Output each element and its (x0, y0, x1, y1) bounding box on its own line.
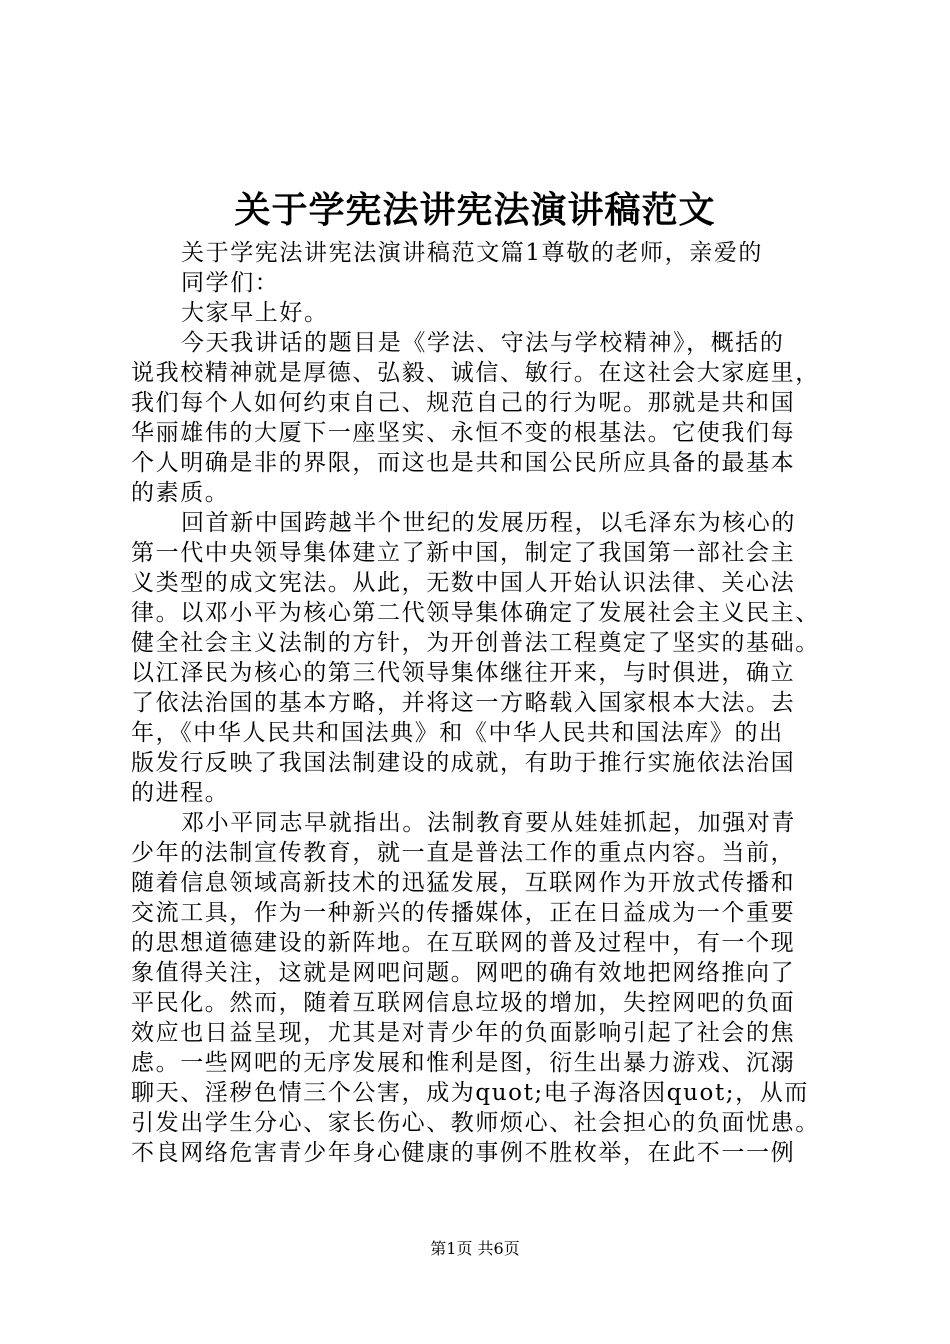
body-line: 大家早上好。 (181, 300, 329, 326)
body-line: 邓小平同志早就指出。法制教育要从娃娃抓起，加强对青 (181, 810, 796, 836)
body-line: 随着信息领域高新技术的迅猛发展，互联网作为开放式传播和 (131, 870, 796, 896)
body-line: 义类型的成文宪法。从此，无数中国人开始认识法律、关心法 (131, 570, 796, 596)
document-title: 关于学宪法讲宪法演讲稿范文 (234, 189, 716, 231)
body-line: 说我校精神就是厚德、弘毅、诚信、敏行。在这社会大家庭里， (131, 360, 820, 386)
document-body (131, 238, 831, 1168)
body-line: 版发行反映了我国法制建设的成就，有助于推行实施依法治国 (131, 750, 796, 776)
body-line: 同学们： (181, 270, 280, 296)
body-line: 律。以邓小平为核心第二代领导集体确定了发展社会主义民主、 (131, 600, 820, 626)
body-line: 的素质。 (131, 480, 230, 506)
body-line: 个人明确是非的界限，而这也是共和国公民所应具备的最基本 (131, 450, 796, 476)
body-line: 效应也日益呈现，尤其是对青少年的负面影响引起了社会的焦 (131, 1020, 796, 1046)
body-line: 了依法治国的基本方略，并将这一方略载入国家根本大法。去 (131, 690, 796, 716)
page-number-footer: 第1页 共6页 (430, 1239, 520, 1258)
body-line: 不良网络危害青少年身心健康的事例不胜枚举，在此不一一例 (131, 1140, 796, 1166)
body-line: 聊天、淫秽色情三个公害，成为quot;电子海洛因quot;，从而 (131, 1080, 809, 1106)
body-line: 的进程。 (131, 780, 230, 806)
body-line: 回首新中国跨越半个世纪的发展历程，以毛泽东为核心的 (181, 510, 796, 536)
body-line: 华丽雄伟的大厦下一座坚实、永恒不变的根基法。它使我们每 (131, 420, 796, 446)
body-line: 关于学宪法讲宪法演讲稿范文篇1尊敬的老师，亲爱的 (181, 240, 764, 266)
body-line: 的思想道德建设的新阵地。在互联网的普及过程中，有一个现 (131, 930, 796, 956)
body-line: 我们每个人如何约束自己、规范自己的行为呢。那就是共和国 (131, 390, 796, 416)
body-line: 象值得关注，这就是网吧问题。网吧的确有效地把网络推向了 (131, 960, 796, 986)
body-line: 以江泽民为核心的第三代领导集体继往开来，与时俱进，确立 (131, 660, 796, 686)
body-line: 虑。一些网吧的无序发展和惟利是图，衍生出暴力游戏、沉溺 (131, 1050, 796, 1076)
body-line: 健全社会主义法制的方针，为开创普法工程奠定了坚实的基础。 (131, 630, 820, 656)
body-line: 第一代中央领导集体建立了新中国，制定了我国第一部社会主 (131, 540, 796, 566)
body-line: 交流工具，作为一种新兴的传播媒体，正在日益成为一个重要 (131, 900, 796, 926)
body-line: 年，《中华人民共和国法典》和《中华人民共和国法库》的出 (131, 720, 784, 746)
body-line: 今天我讲话的题目是《学法、守法与学校精神》，概括的 (181, 330, 785, 356)
body-line: 引发出学生分心、家长伤心、教师烦心、社会担心的负面忧患。 (131, 1110, 820, 1136)
body-line: 少年的法制宣传教育，就一直是普法工作的重点内容。当前， (131, 840, 796, 866)
body-line: 平民化。然而，随着互联网信息垃圾的增加，失控网吧的负面 (131, 990, 796, 1016)
